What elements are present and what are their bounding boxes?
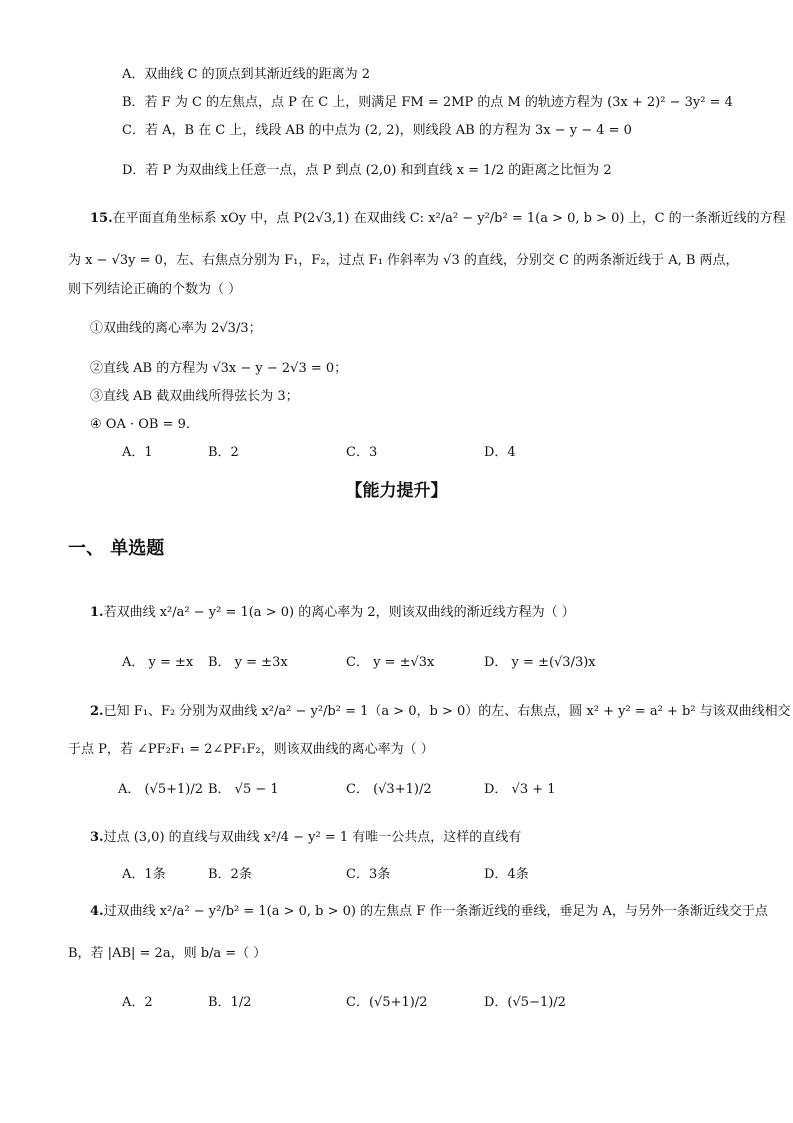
prev-option-d: D．若 P 为双曲线上任意一点，点 P 到点 (2,0) 和到直线 x = 1/2 的距离之比恒为 2	[122, 163, 612, 178]
option-c: C． y = ±√3x	[346, 655, 435, 670]
question-2-line1	[90, 703, 791, 721]
question-15-line2: 为 x − √3y = 0，左、右焦点分别为 F₁，F₂，过点 F₁ 作斜率为 √3 的直线，分别交 C 的两条渐近线于 A, B 两点，	[68, 253, 739, 268]
question-number: 3.	[90, 830, 104, 845]
option-a: A．2	[122, 995, 153, 1010]
option-d: D． y = ±(√3/3)x	[484, 655, 596, 670]
question-text: 若双曲线 x²/a² − y² = 1(a > 0) 的离心率为 2，则该双曲线的渐近线方程为（ ）	[103, 605, 575, 620]
prev-option-b: B．若 F 为 C 的左焦点，点 P 在 C 上，则满足 FM = 2MP 的点 M 的轨迹方程为 (3x + 2)² − 3y² = 4	[122, 95, 733, 110]
question-15-line3: 则下列结论正确的个数为（ ）	[68, 282, 242, 297]
option-a: A． (√5+1)/2	[118, 782, 204, 797]
question-number: 1.	[90, 605, 104, 620]
option-a: A． y = ±x	[122, 655, 194, 670]
option-d: D．4	[484, 445, 516, 460]
question-1	[90, 604, 575, 622]
question-number: 15.	[90, 211, 113, 226]
question-3	[90, 829, 521, 847]
question-number: 4.	[90, 904, 104, 919]
question-text: 已知 F₁、F₂ 分别为双曲线 x²/a² − y²/b² = 1（a > 0，b > 0）的左、右焦点，圆 x² + y² = a² + b² 与该双曲线相交	[103, 704, 791, 719]
statement-4: ④ OA · OB = 9．	[90, 417, 199, 432]
option-b: B．2条	[208, 867, 252, 882]
question-4-line2: B，若 |AB| = 2a，则 b/a =（ ）	[68, 946, 267, 961]
option-c: C．(√5+1)/2	[346, 995, 428, 1010]
statement-1: ①双曲线的离心率为 2√3/3；	[90, 321, 262, 336]
option-c: C．3条	[346, 867, 391, 882]
option-d: D．4条	[484, 867, 529, 882]
prev-option-c: C．若 A，B 在 C 上，线段 AB 的中点为 (2, 2)，则线段 AB 的方程为 3x − y − 4 = 0	[122, 123, 632, 138]
question-number: 2.	[90, 704, 104, 719]
question-text: 过双曲线 x²/a² − y²/b² = 1(a > 0, b > 0) 的左焦点 F 作一条渐近线的垂线，垂足为 A，与另外一条渐近线交于点	[103, 904, 768, 919]
question-text: 在平面直角坐标系 xOy 中，点 P(2√3,1) 在双曲线 C: x²/a² − y²/b² = 1(a > 0, b > 0) 上，C 的一条渐近线的方程	[112, 211, 786, 226]
question-15-line1	[90, 210, 786, 228]
statement-2: ②直线 AB 的方程为 √3x − y − 2√3 = 0；	[90, 361, 348, 376]
option-c: C．3	[346, 445, 378, 460]
option-b: B． √5 − 1	[208, 782, 279, 797]
option-d: D．(√5−1)/2	[484, 995, 566, 1010]
option-b: B． y = ±3x	[208, 655, 288, 670]
option-c: C． (√3+1)/2	[346, 782, 432, 797]
question-text: 过点 (3,0) 的直线与双曲线 x²/4 − y² = 1 有唯一公共点，这样的直线有	[103, 830, 522, 845]
prev-option-a: A．双曲线 C 的顶点到其渐近线的距离为 2	[122, 67, 371, 82]
section-heading-ability: 【能力提升】	[345, 481, 448, 501]
statement-3: ③直线 AB 截双曲线所得弦长为 3；	[90, 389, 299, 404]
option-d: D． √3 + 1	[484, 782, 556, 797]
question-4-line1	[90, 903, 768, 921]
option-a: A．1条	[122, 867, 166, 882]
option-b: B．2	[208, 445, 239, 460]
option-a: A．1	[122, 445, 153, 460]
question-2-line2: 于点 P，若 ∠PF₂F₁ = 2∠PF₁F₂，则该双曲线的离心率为（ ）	[68, 742, 434, 757]
section-heading-single-choice: 一、 单选题	[68, 538, 165, 559]
option-b: B．1/2	[208, 995, 252, 1010]
